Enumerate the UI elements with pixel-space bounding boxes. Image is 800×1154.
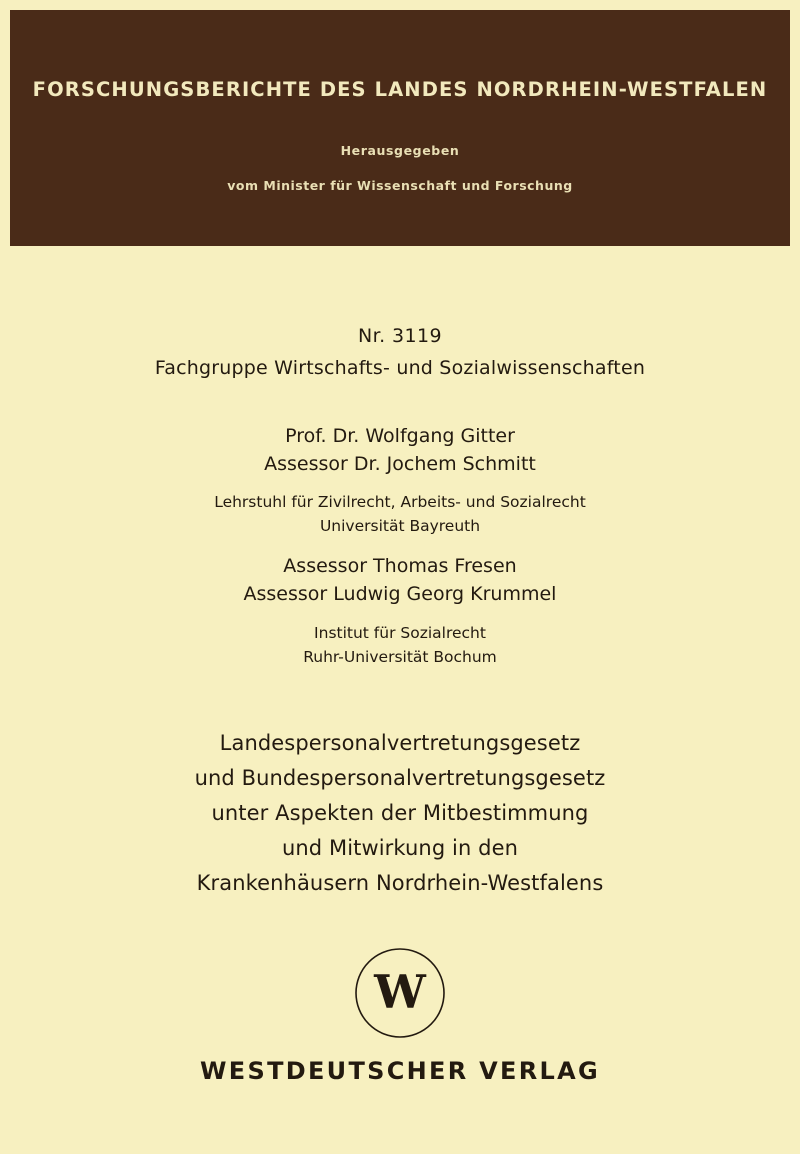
author-3: Assessor Thomas Fresen [283, 555, 517, 577]
affiliation-2-line-2: Ruhr-Universität Bochum [303, 648, 497, 666]
publisher-logo [10, 946, 790, 1040]
series-editor-name: vom Minister für Wissenschaft und Forschung [227, 178, 573, 193]
publisher-name: WESTDEUTSCHER VERLAG [200, 1057, 600, 1085]
title-line-5: Krankenhäusern Nordrhein-Westfalens [196, 871, 604, 895]
author-4: Assessor Ludwig Georg Krummel [243, 583, 557, 605]
title-line-2: und Bundespersonalvertretungsgesetz [194, 766, 606, 790]
series-editor-label: Herausgegeben [340, 143, 460, 158]
subject-group: Fachgruppe Wirtschafts- und Sozialwissenschaften [154, 357, 646, 379]
book-title [10, 726, 790, 901]
report-number: Nr. 3119 [358, 325, 442, 347]
westdeutscher-verlag-w-logo-icon [353, 946, 447, 1040]
cover-body [10, 246, 790, 1144]
author-2: Assessor Dr. Jochem Schmitt [264, 453, 536, 475]
series-title: FORSCHUNGSBERICHTE DES LANDES NORDRHEIN-WESTFALEN [32, 78, 768, 101]
title-line-3: unter Aspekten der Mitbestimmung [211, 801, 589, 825]
affiliation-2-line-1: Institut für Sozialrecht [314, 624, 486, 642]
title-line-1: Landespersonalvertretungsgesetz [219, 731, 581, 755]
author-1: Prof. Dr. Wolfgang Gitter [285, 425, 515, 447]
title-line-4: und Mitwirkung in den [281, 836, 519, 860]
affiliation-1-line-1: Lehrstuhl für Zivilrecht, Arbeits- und Sozialrecht [214, 493, 586, 511]
affiliation-1-line-2: Universität Bayreuth [319, 517, 481, 535]
header-band [10, 10, 790, 246]
svg-text:W: W [374, 965, 426, 1019]
cover-sheet [10, 10, 790, 1144]
